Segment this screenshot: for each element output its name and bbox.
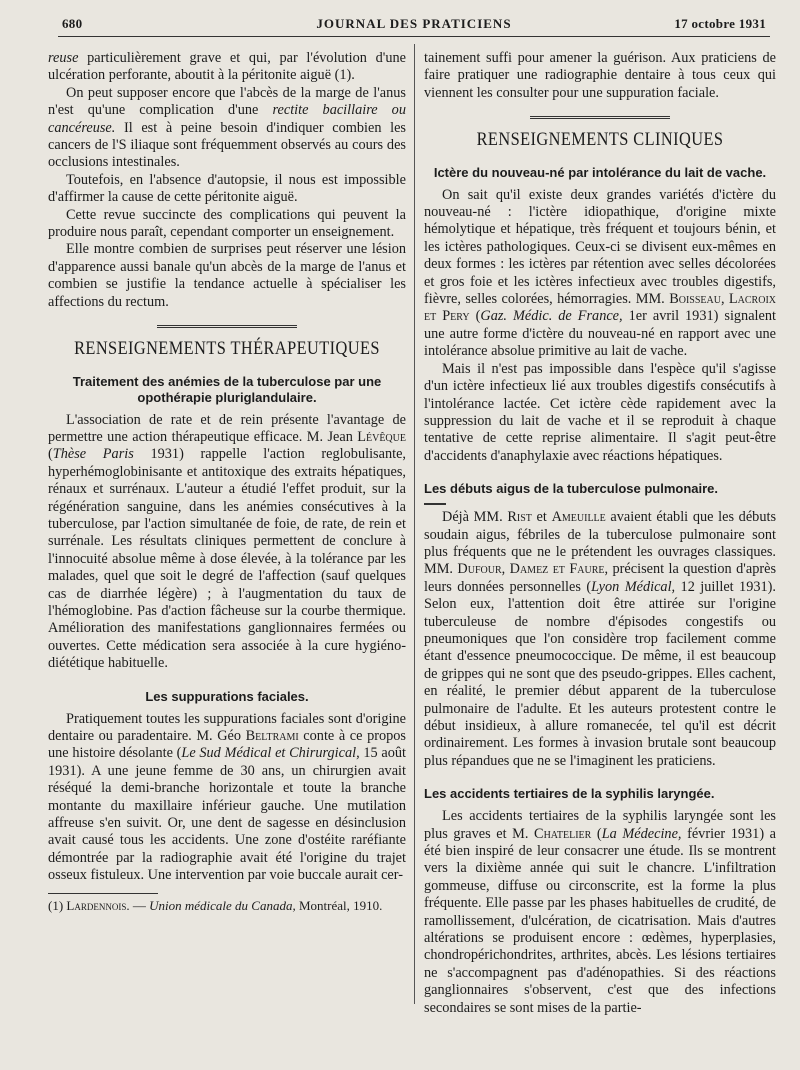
intro-paragraph-2: On peut supposer encore que l'abcès de la marge de l'anus n'est qu'une complication d'une rectite bacillaire ou cancéreuse. Il est à peine besoin d'indiquer combien les cancers de l'S iliaque sont fréquemment observés au cours des occlusions intestinales. [48,84,406,171]
footnote: (1) Lardennois. — Union médicale du Canada, Montréal, 1910. [48,897,383,913]
intro-paragraph-3: Toutefois, en l'absence d'autopsie, il nous est impossible d'affirmer la cause de cette péritonite aiguë. [48,171,406,206]
section-divider [530,116,670,121]
column-divider [414,44,415,1004]
right-column [424,50,776,1017]
article-title-suppurations: Les suppurations faciales. [145,688,309,704]
article-body-tuberculose: Déjà MM. Rist et Ameuille avaient établi que les débuts soudain aigus, fébriles de la tuberculose pulmonaire sont plus fréquents que ne le prétendent les ouvrages classiques. MM. Dufour, Damez et Faure, précisent la question d'après leurs données personnelles (Lyon Médical, 12 juillet 1931). Selon eux, l'attention doit être attirée sur l'origine tuberculeuse de nombre d'épisodes congestifs ou pneumoniques que l'on considère trop facilement comme étant d'essence pneumococcique. De même, il est beaucoup de grippes qui ne sont que des pseudo-grippes. Elles cachent, en réalité, le premier début apparent de la tuberculose pulmonaire de l'adulte. Et les auteurs protestent contre le début insidieux, à allure romanecée, tel qu'il est décrit ordinairement. Les formes à invasion brutale sont beaucoup plus répandues que ne se l'imaginent les praticiens. [424,509,777,769]
section-title-cliniques: RENSEIGNEMENTS CLINIQUES [476,129,724,151]
left-column [48,50,406,913]
article-body-anemies: L'association de rate et de rein présente l'avantage de permettre une action thérapeutique efficace. M. Jean Lévêque (Thèse Paris 1931) rappelle l'action reglobulisante, hyperhémoglobinisante et antitoxique des extraits hépatiques, rénaux et surrénaux. L'auteur a étudié l'effet produit, sur la régénération sanguine, dans les anémies consécutives à la tuberculose, par l'action simultanée de foie, de rate, de rein et surrénale. Les résultats cliniques permettent de conclure à l'innocuité absolue même à dose élevée, à la tolérance par les malades, quel que soit le degré de l'affection (sauf quelques cas de diarrhée légère) ; à l'augmentation du taux de l'hémoglobine. Pas d'action fâcheuse sur la courbe thermique. Amélioration des manifestations ganglionnaires fermées ou ouvertes. Cette médication sera associée à la cure hygiéno-diététique habituelle. [48,411,406,672]
continuation-paragraph: tainement suffi pour amener la guérison. Aux praticiens de faire pratiquer une radiographie dentaire à tous ceux qui viennent les consulter pour une suppuration faciale. [424,50,776,101]
page-header [62,14,766,36]
intro-paragraph-1: reuse particulièrement grave et qui, par l'évolution d'une ulcération perforante, aboutit à la péritonite aiguë (1). [48,50,406,84]
header-rule [58,36,770,37]
article-body-suppurations: Pratiquement toutes les suppurations faciales sont d'origine dentaire ou paradentaire. M. Géo Beltrami conte à ce propos une histoire désolante (Le Sud Médical et Chirurgical, 15 août 1931). A une jeune femme de 30 ans, un chirurgien avait réséqué la demi-branche horizontale et toute la branche montante du maxillaire inférieur gauche. Une mutilation affreuse s'en suivit. Or, une dent de sagesse en désinclusion avait causé tous les accidents. Une zone d'ostéite raréfiante démontrée par la radiographie avait été l'origine du trajet osseux fistuleux. Une intervention par voie buccale aurait cer- [48,710,406,884]
article-title-anemies: Traitement des anémies de la tuberculose par une opothérapie pluriglandulaire. [72,373,382,405]
intro-paragraph-5: Elle montre combien de surprises peut réserver une lésion d'apparence aussi banale qu'un abcès de la marge de l'anus et combien se justifie la tendance actuelle à spécialiser les affections du rectum. [48,241,406,310]
article-body-ictere-1: On sait qu'il existe deux grandes variétés d'ictère du nouveau-né : l'ictère idiopathique, d'origine mixte hémolytique et hépatique, très fréquent et toujours bénin, et les ictères pathologiques. Ceux-ci se divisent eux-mêmes en deux formes : les ictères par rétention avec selles décolorées et gros foie et les ictères infectieux avec troubles digestifs, fièvre, selles colorées, hémorragies. MM. Boisseau, Lacroix et Pery (Gaz. Médic. de France, 1er avril 1931) signalent une autre forme d'ictère du nouveau-né en rapport avec une intolérance absolue primitive au lait de vache. [424,186,777,360]
article-title-ictere: Ictère du nouveau-né par intolérance du lait de vache. [433,164,767,180]
article-title-tuberculose: Les débuts aigus de la tuberculose pulmonaire. [424,481,719,497]
article-body-ictere-2: Mais il n'est pas impossible dans l'espèce qu'il s'agisse d'un ictère infectieux lié aux troubles digestifs consécutifs à l'intolérance lactée. Cet ictère cède rapidement avec la suppression du lait de vache et il se reproduit à chaque tentative de cette reprise alimentaire. Il s'agit peut-être d'accidents d'anaphylaxie avec réactions hépatiques. [424,360,776,464]
article-body-syphilis: Les accidents tertiaires de la syphilis laryngée sont les plus graves et M. Chatelier (La Médecine, février 1931) a été bien inspiré de leur consacrer une étude. Ils se montrent vers la dixième année qui suit le chancre. L'infiltration gommeuse, diffuse ou circonscrite, est la forme la plus fréquente. Elle passe par les phases habituelles de crudité, de ramollissement, d'ulcération, de cicatrisation. Mais d'autres altérations se produisent encore : œdèmes, hyperplasies, chondropérichondrites, arthrites, abcès. Les lésions tertiaires ne s'accompagnent pas d'adénopathies. Si des réactions ganglionnaires s'observent, c'est que des infections secondaires se sont mises de la partie- [424,808,777,1016]
article-title-syphilis: Les accidents tertiaires de la syphilis laryngée. [424,786,715,802]
journal-title: JOURNAL DES PRATICIENS [316,16,512,31]
page-number: 680 [62,16,83,31]
section-divider [157,325,297,330]
issue-date: 17 octobre 1931 [674,16,766,31]
section-title-therapeutiques: RENSEIGNEMENTS THÉRAPEUTIQUES [74,338,380,360]
title-underline [424,503,446,505]
intro-paragraph-4: Cette revue succincte des complications qui peuvent la produire nous paraît, cependant comporter un enseignement. [48,206,406,241]
footnote-rule [48,893,158,894]
